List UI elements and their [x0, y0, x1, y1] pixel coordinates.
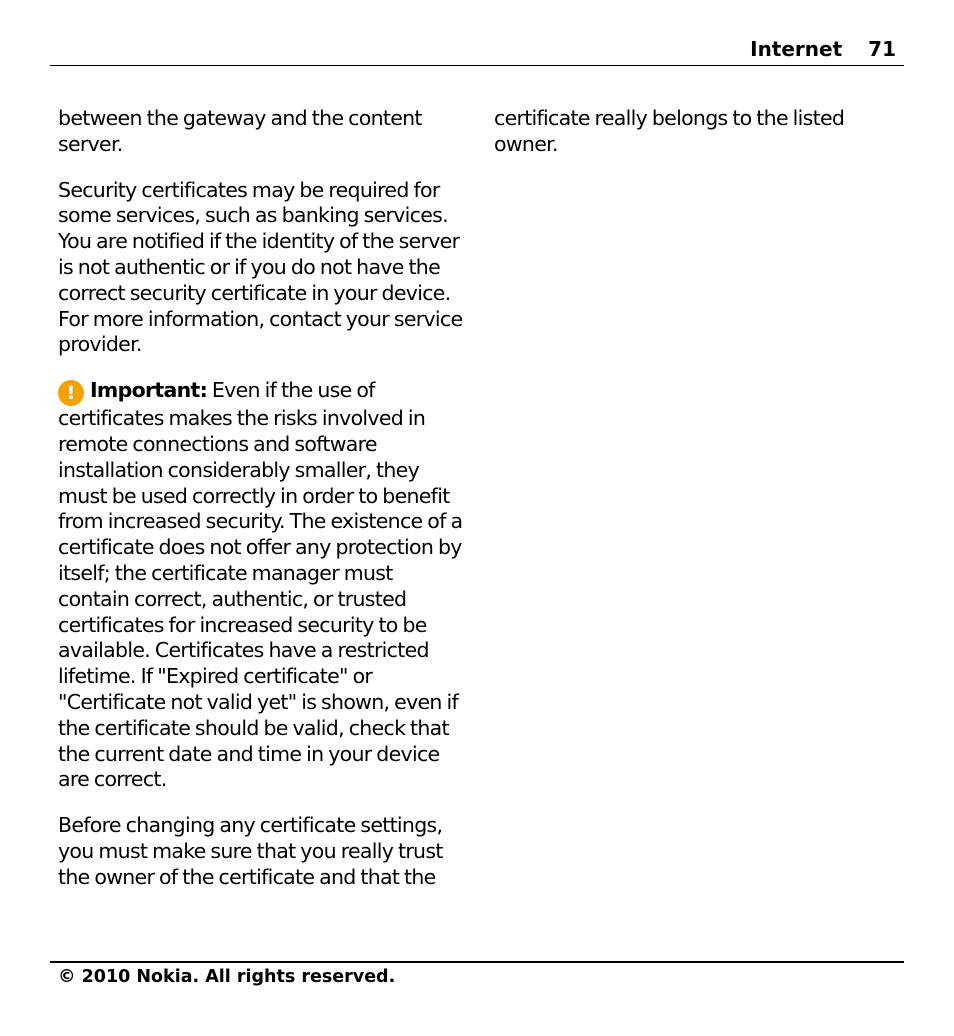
header-section-title: Internet [750, 37, 843, 61]
warning-icon: ! [58, 380, 84, 406]
paragraph-changing-settings: Before changing any certificate settings, you must make sure that you really trust the owner of the certificate and that the [58, 813, 443, 889]
important-note [58, 378, 466, 793]
footer-divider [50, 961, 904, 963]
header-text [750, 36, 896, 62]
page-header [50, 36, 904, 66]
paragraph-certificate-owner: certificate really belongs to the listed owner. [494, 106, 845, 156]
left-column [58, 106, 466, 911]
important-label: Important: [90, 378, 208, 403]
paragraph-gateway: between the gateway and the content server. [58, 106, 422, 156]
copyright-notice: © 2010 Nokia. All rights reserved. [58, 967, 396, 987]
right-column [494, 106, 894, 178]
important-text: Even if the use of certificates makes the risks involved in remote connections and software installation considerably smaller, they must be used correctly in order to benefit from increased security. The existence of a certificate does not offer any protection by itself; the certificate manager must contain correct, authentic, or trusted certificates for increased security to be available. Certificates have a restricted lifetime. If "Expired certificate" or "Certificate not valid yet" is shown, even if the certificate should be valid, check that the current date and time in your device are correct. [58, 378, 463, 792]
paragraph-security-certificates: Security certificates may be required for some services, such as banking services. You are notified if the identity of the server is not authentic or if you do not have the correct security certificate in your device. For more information, contact your service provider. [58, 177, 463, 357]
page-number: 71 [868, 37, 896, 61]
